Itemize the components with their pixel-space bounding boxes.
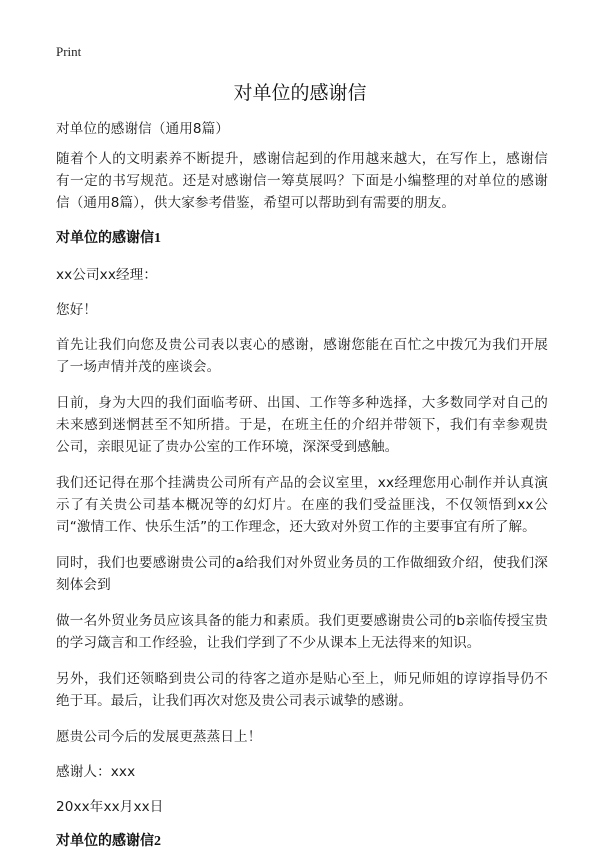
letter-1-paragraph: 我们还记得在那个挂满贵公司所有产品的会议室里，xx经理您用心制作并认真演示了有关贵公司基本概况等的幻灯片。在座的我们受益匪浅，不仅领悟到xx公司“激情工作、快乐生活”的工作理念，还大致对外贸工作的主要事宜有所了解。	[56, 475, 548, 535]
letter-1-salutation: xx公司xx经理：	[56, 267, 158, 283]
letter-1-closing: 愿贵公司今后的发展更蒸蒸日上！	[56, 729, 262, 745]
letter-1-paragraph: 另外，我们还领略到贵公司的待客之道亦是贴心至上，师兄师姐的谆谆指导仍不绝于耳。最后，让我们再次对您及贵公司表示诚挚的感谢。	[56, 671, 548, 709]
intro-paragraph: 随着个人的文明素养不断提升，感谢信起到的作用越来越大，在写作上，感谢信有一定的书写规范。还是对感谢信一筹莫展吗？下面是小编整理的对单位的感谢信（通用8篇），供大家参考借鉴，希望可以帮助到有需要的朋友。	[56, 151, 548, 211]
letter-1-paragraph: 日前，身为大四的我们面临考研、出国、工作等多种选择，大多数同学对自己的未来感到迷惘甚至不知所措。于是，在班主任的介绍并带领下，我们有幸参观贵公司，亲眼见证了贵办公室的工作环境，深深受到感触。	[56, 395, 548, 455]
document-subtitle: 对单位的感谢信（通用8篇）	[56, 121, 230, 137]
letter-1-paragraph: 做一名外贸业务员应该具备的能力和素质。我们更要感谢贵公司的b亲临传授宝贵的学习箴言和工作经验，让我们学到了不少从课本上无法得来的知识。	[56, 613, 548, 651]
letter-1-paragraph: 首先让我们向您及贵公司表以衷心的感谢，感谢您能在百忙之中拨冗为我们开展了一场声情并茂的座谈会。	[56, 337, 548, 375]
letter-1-heading: 对单位的感谢信1	[56, 231, 161, 246]
page-title: 对单位的感谢信	[233, 82, 367, 104]
letter-1-date: 20xx年xx月xx日	[56, 799, 164, 815]
letter-1-paragraph: 同时，我们也要感谢贵公司的a给我们对外贸业务员的工作做细致介绍，使我们深刻体会到	[56, 555, 548, 593]
letter-1-greeting: 您好！	[56, 302, 98, 318]
print-link[interactable]: Print	[56, 44, 82, 59]
document-body	[56, 118, 548, 867]
letter-1-signature: 感谢人：xxx	[56, 764, 136, 780]
letter-2-heading: 对单位的感谢信2	[56, 834, 161, 849]
